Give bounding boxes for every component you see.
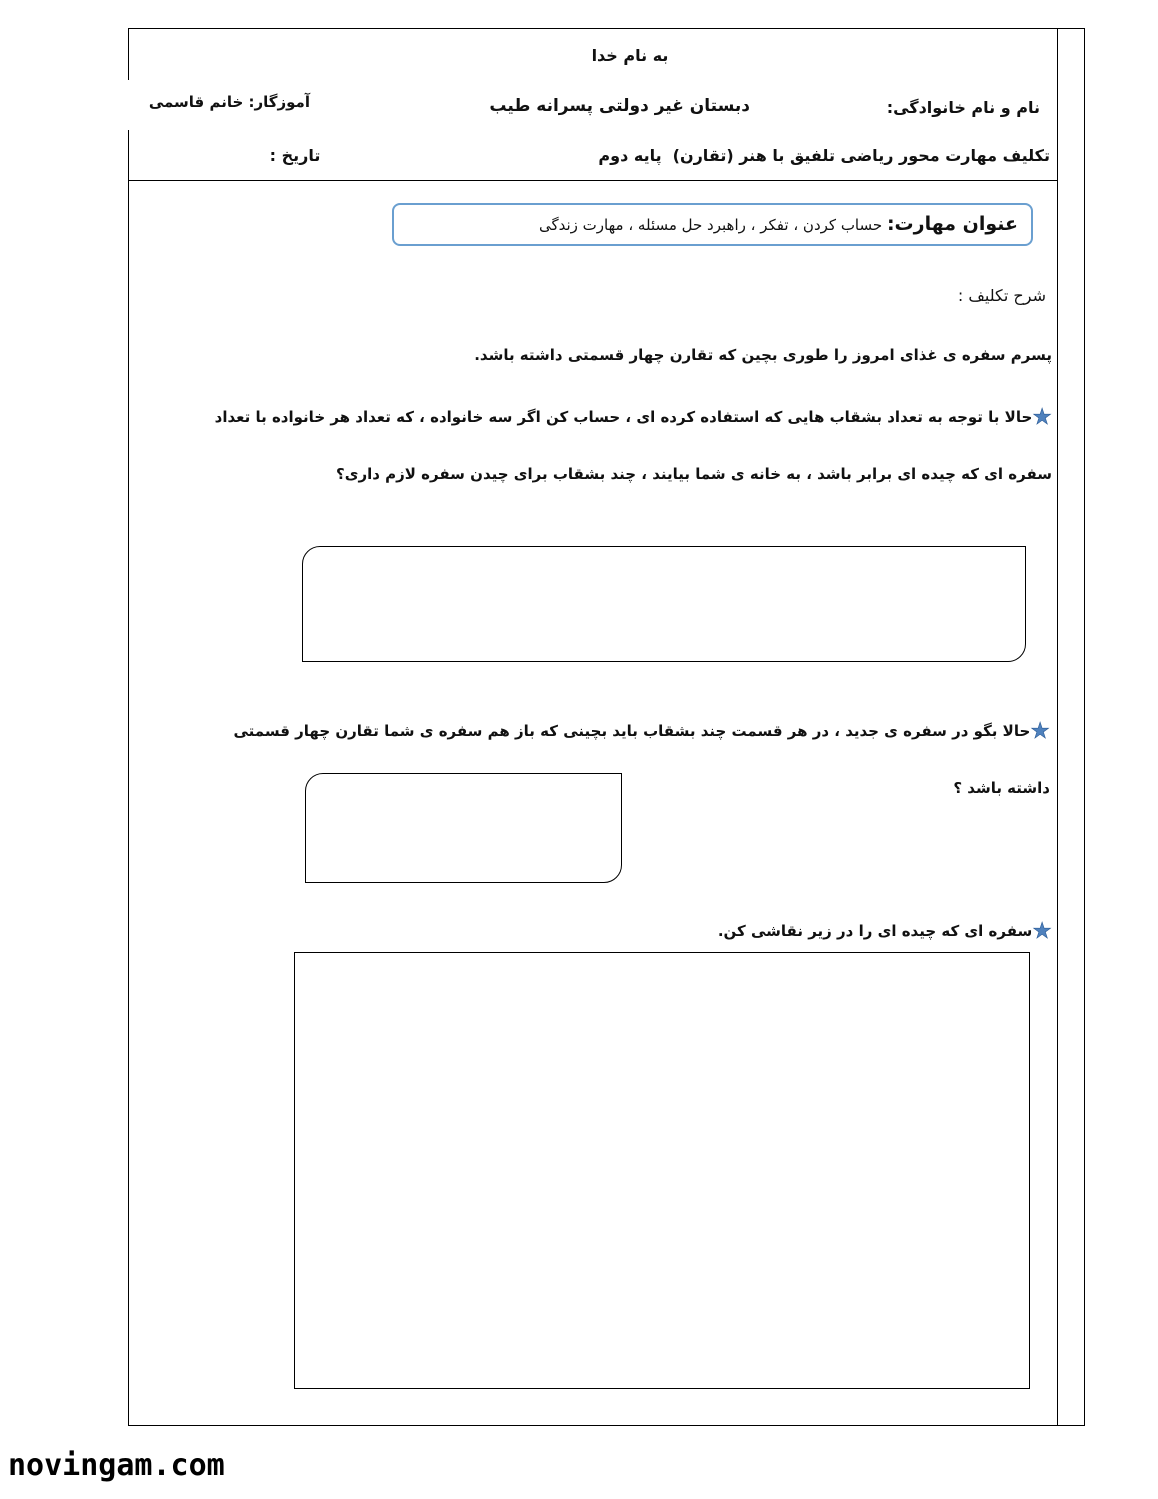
bismillah-heading: به نام خدا: [591, 46, 669, 65]
question-3-text: سفره ای که چیده ای را در زیر نقاشی کن.: [717, 922, 1033, 940]
question-1-line-2: سفره ای که چیده ای برابر باشد ، به خانه ی شما بیایند ، چند بشقاب برای چیدن سفره لازم داری؟: [336, 465, 1052, 483]
question-3: [718, 919, 1052, 944]
skill-line: [539, 213, 1018, 235]
question-2-text: حالا بگو در سفره ی جدید ، در هر قسمت چند بشقاب باید بچینی که باز هم سفره ی شما تقارن چهار قسمتی: [233, 722, 1031, 740]
task-title: تکلیف مهارت محور ریاضی تلفیق با هنر (تقارن): [672, 146, 1050, 165]
question-1-line-1: [215, 405, 1052, 430]
header-divider: [128, 180, 1057, 181]
question-2-line-1: [233, 719, 1050, 744]
drawing-area[interactable]: [294, 952, 1030, 1389]
star-icon: ★: [1032, 919, 1052, 944]
instruction-paragraph: پسرم سفره ی غذای امروز را طوری بچین که تقارن چهار قسمتی داشته باشد.: [474, 346, 1052, 364]
star-icon: ★: [1032, 405, 1052, 430]
skill-items: حساب کردن ، تفکر ، راهبرد حل مسئله ، مهارت زندگی: [538, 216, 887, 234]
student-name-label: نام و نام خانوادگی:: [886, 98, 1040, 117]
teacher-label: آموزگار: خانم قاسمی: [148, 93, 310, 111]
school-name: دبستان غیر دولتی پسرانه طیب: [489, 96, 750, 116]
question-2-line-2: داشته باشد ؟: [953, 779, 1050, 797]
grade-label: پایه دوم: [598, 146, 662, 165]
skill-title: عنوان مهارت:: [886, 213, 1018, 235]
star-icon: ★: [1030, 719, 1050, 744]
date-label: تاریخ :: [269, 146, 321, 165]
answer-box-2[interactable]: [305, 773, 622, 883]
description-label: شرح تکلیف :: [957, 286, 1046, 305]
site-watermark: novingam.com: [8, 1448, 225, 1483]
frame-gap: [126, 80, 131, 130]
answer-box-1[interactable]: [302, 546, 1026, 662]
question-1-text: حالا با توجه به تعداد بشقاب هایی که استفاده کرده ای ، حساب کن اگر سه خانواده ، که تعداد هر خانواده با تعداد: [214, 408, 1033, 426]
frame-margin-line: [1057, 28, 1058, 1426]
